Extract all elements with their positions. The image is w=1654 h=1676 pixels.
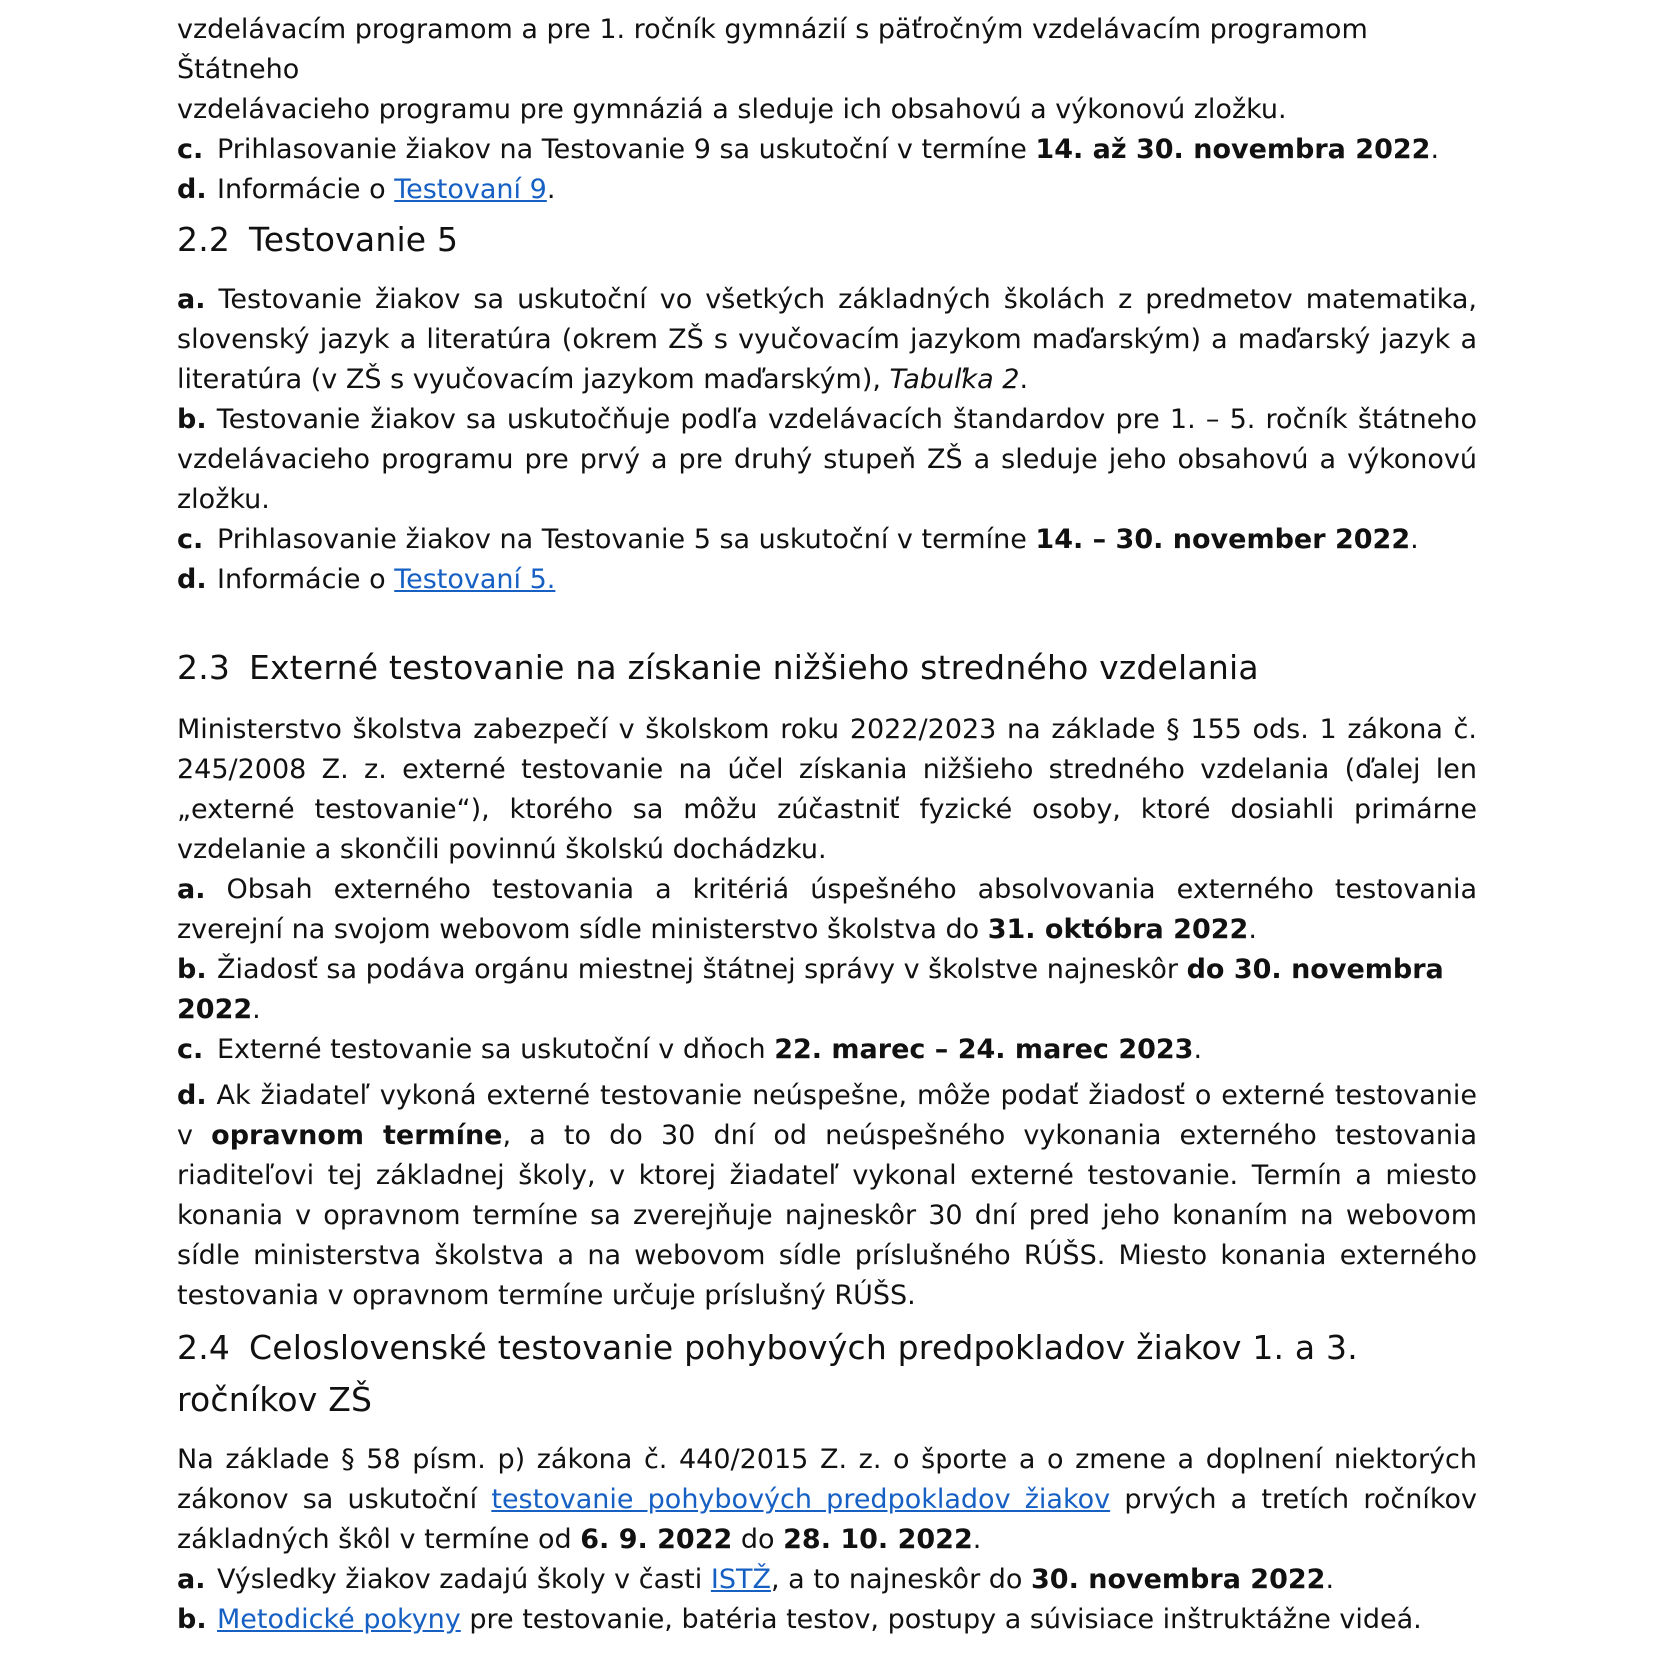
heading-2-2 (177, 214, 1477, 266)
s23-item-d: d. Ak žiadateľ vykoná externé testovanie neúspešne, môže podať žiadosť o externé testovanie v opravnom termíne, a to do 30 dní od neúspešného vykonania externého testovania riaditeľovi tej základnej školy, v ktorej žiadateľ vykonal externé testovanie. Termín a miesto konania v opravnom termíne sa zverejňuje najneskôr 30 dní pred jeho konaním na webovom sídle ministerstva školstva a na webovom sídle príslušného RÚŠS. Miesto konania externého testovania v opravnom termíne určuje príslušný RÚŠS. (177, 1080, 1478, 1311)
heading-2-3 (177, 642, 1477, 694)
item-label: d. (177, 1080, 207, 1111)
s21-cont-line1: vzdelávacím programom a pre 1. ročník gymnázií s päťročným vzdelávacím programom Štátneho (177, 14, 1368, 85)
item-label: d. (177, 564, 207, 595)
s24-body (177, 1440, 1477, 1640)
s22-body (177, 280, 1477, 600)
item-label: b. (177, 1604, 207, 1635)
link-istz[interactable]: ISTŽ (710, 1564, 771, 1595)
item-label: c. (177, 134, 204, 165)
s21-cont-line2: vzdelávacieho programu pre gymnáziá a sleduje ich obsahovú a výkonovú zložku. (177, 94, 1287, 125)
s23-intro: Ministerstvo školstva zabezpečí v školskom roku 2022/2023 na základe § 155 ods. 1 zákona č. 245/2008 Z. z. externé testovanie na účel získania nižšieho stredného vzdelania (ďalej len „externé testovanie“), ktorého sa môžu zúčastniť fyzické osoby, ktoré dosiahli primárne vzdelanie a skončili povinnú školskú dochádzku. (177, 714, 1477, 865)
s23-item-b: b. Žiadosť sa podáva orgánu miestnej štátnej správy v školstve najneskôr do 30. novembra 2022. (177, 950, 1477, 1030)
heading-number: 2.2 (177, 220, 231, 259)
s21-item-c: c. Prihlasovanie žiakov na Testovanie 9 sa uskutoční v termíne 14. až 30. novembra 2022. (177, 130, 1477, 170)
item-label: b. (177, 404, 207, 435)
link-testovani-5[interactable]: Testovaní 5. (394, 564, 556, 595)
item-label: d. (177, 174, 207, 205)
heading-title: Testovanie 5 (249, 220, 459, 259)
s21-continuation (177, 10, 1477, 210)
item-label: c. (177, 524, 204, 555)
s23-body (177, 710, 1477, 1316)
s21-item-d: d. Informácie o Testovaní 9. (177, 170, 1477, 210)
item-label: a. (177, 1564, 206, 1595)
link-testovani-9[interactable]: Testovaní 9 (394, 174, 547, 205)
s24-item-b: b. Metodické pokyny pre testovanie, batéria testov, postupy a súvisiace inštruktážne videá. (177, 1600, 1477, 1640)
s22-item-c: c. Prihlasovanie žiakov na Testovanie 5 sa uskutoční v termíne 14. – 30. november 2022. (177, 520, 1477, 560)
s22-item-b: b. Testovanie žiakov sa uskutočňuje podľa vzdelávacích štandardov pre 1. – 5. ročník štátneho vzdelávacieho programu pre prvý a pre druhý stupeň ZŠ a sleduje jeho obsahovú a výkonovú zložku. (177, 404, 1477, 515)
heading-number: 2.3 (177, 648, 231, 687)
s24-item-a: a. Výsledky žiakov zadajú školy v časti ISTŽ, a to najneskôr do 30. novembra 2022. (177, 1560, 1477, 1600)
link-testovanie-pohybovych-predpokladov[interactable]: testovanie pohybových predpokladov žiakov (491, 1484, 1111, 1515)
item-label: c. (177, 1034, 204, 1065)
heading-title-line1: Celoslovenské testovanie pohybových predpokladov žiakov 1. a 3. (249, 1328, 1358, 1367)
item-label: a. (177, 874, 206, 905)
s23-item-a: a. Obsah externého testovania a kritériá úspešného absolvovania externého testovania zverejní na svojom webovom sídle ministerstvo školstva do 31. októbra 2022. (177, 874, 1477, 945)
s24-intro: Na základe § 58 písm. p) zákona č. 440/2015 Z. z. o športe a o zmene a doplnení niektorých zákonov sa uskutoční testovanie pohybových predpokladov žiakov prvých a tretích ročníkov základných škôl v termíne od 6. 9. 2022 do 28. 10. 2022. (177, 1444, 1478, 1555)
heading-title-line2: ročníkov ZŠ (177, 1380, 373, 1419)
s23-item-c: c. Externé testovanie sa uskutoční v dňoch 22. marec – 24. marec 2023. (177, 1030, 1477, 1070)
s22-item-a: a. Testovanie žiakov sa uskutoční vo všetkých základných školách z predmetov matematika, slovenský jazyk a literatúra (okrem ZŠ s vyučovacím jazykom maďarským) a maďarský jazyk a literatúra (v ZŠ s vyučovacím jazykom maďarským), Tabuľka 2. (177, 284, 1477, 395)
item-label: b. (177, 954, 207, 985)
item-label: a. (177, 284, 206, 315)
link-metodicke-pokyny[interactable]: Metodické pokyny (217, 1604, 461, 1635)
heading-title: Externé testovanie na získanie nižšieho stredného vzdelania (249, 648, 1259, 687)
s22-item-d: d. Informácie o Testovaní 5. (177, 560, 1477, 600)
heading-number: 2.4 (177, 1328, 231, 1367)
heading-2-4 (177, 1322, 1477, 1426)
